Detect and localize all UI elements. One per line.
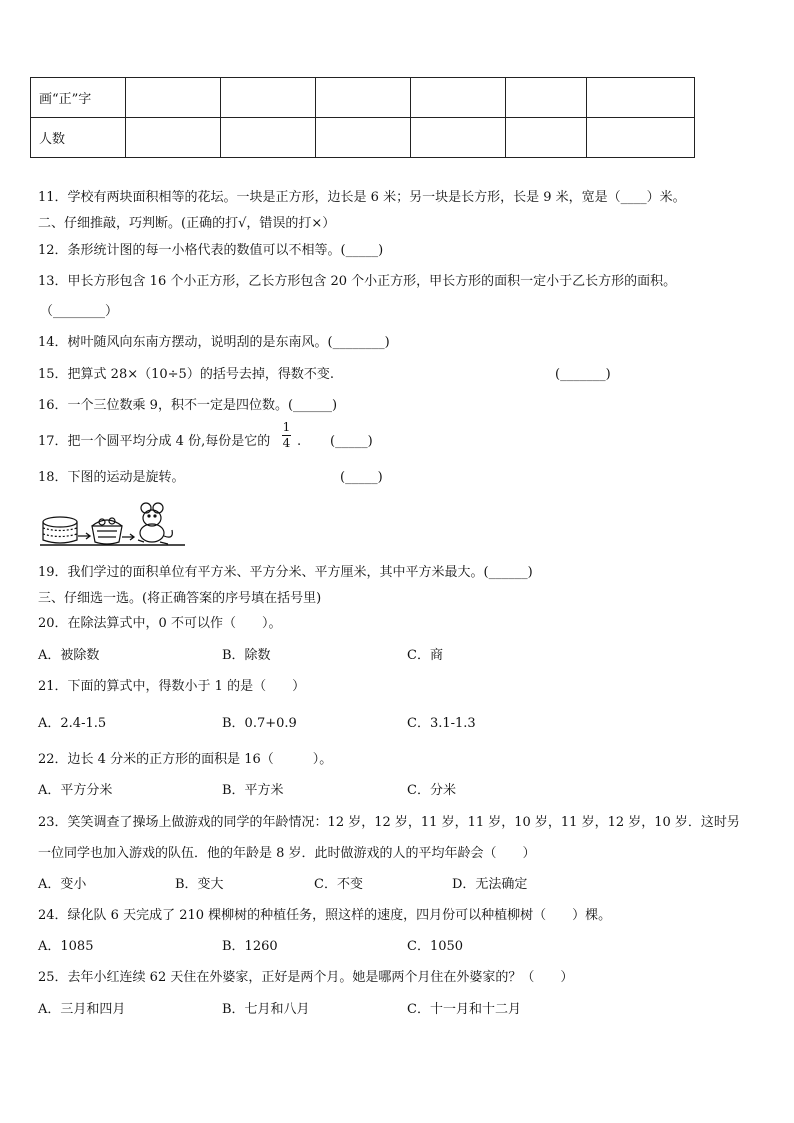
- table-row: [31, 78, 695, 118]
- question-23-line-1: 23．笑笑调查了操场上做游戏的同学的年龄情况：12 岁，12 岁，11 岁，11 岁，10 岁，11 岁，12 岁，10 岁．这时另: [38, 815, 740, 830]
- table-cell: [587, 118, 695, 158]
- question-16: 16．一个三位数乘 9，积不一定是四位数。(______): [38, 398, 338, 413]
- option-a: A．被除数: [38, 648, 100, 663]
- question-15-answer: (_______): [555, 367, 611, 382]
- question-21: 21．下面的算式中，得数小于 1 的是（ ）: [38, 679, 306, 694]
- option-a: A．平方分米: [38, 783, 113, 798]
- question-20: 20．在除法算式中，0 不可以作（ ）。: [38, 616, 282, 631]
- question-19: 19．我们学过的面积单位有平方米、平方分米、平方厘米，其中平方米最大。(______): [38, 565, 533, 580]
- fraction-one-quarter: [282, 421, 291, 450]
- option-b: B．除数: [222, 648, 271, 663]
- table-cell: [221, 78, 316, 118]
- question-22: 22．边长 4 分米的正方形的面积是 16（ ）。: [38, 752, 333, 767]
- arrow-icon: [122, 534, 134, 540]
- option-c: C．十一月和十二月: [407, 1002, 521, 1017]
- question-13-answer: （________）: [40, 304, 119, 319]
- option-b: B．变大: [175, 877, 224, 892]
- fraction-numerator: 1: [282, 420, 291, 434]
- option-b: B．七月和八月: [222, 1002, 310, 1017]
- question-23-line-2: 一位同学也加入游戏的队伍．他的年龄是 8 岁．此时做游戏的人的平均年龄会（ ）: [38, 846, 536, 861]
- basket-icon: [92, 518, 122, 544]
- question-12: 12．条形统计图的每一小格代表的数值可以不相等。(_____): [38, 243, 384, 258]
- question-18-answer: (_____): [340, 470, 383, 485]
- section-2-heading: 二、仔细推敲，巧判断。(正确的打√，错误的打×）: [38, 216, 336, 231]
- tally-table: [30, 77, 695, 158]
- row-label-tally: 画“正”字: [31, 78, 126, 118]
- table-cell: [126, 78, 221, 118]
- table-cell: [411, 118, 506, 158]
- option-c: C．不变: [314, 877, 363, 892]
- question-17: 17．把一个圆平均分成 4 份,每份是它的: [38, 434, 271, 449]
- question-14: 14．树叶随风向东南方摆动，说明刮的是东南风。(________): [38, 335, 390, 350]
- row-label-count: 人数: [31, 118, 126, 158]
- question-15: 15．把算式 28×（10÷5）的括号去掉，得数不变.: [38, 367, 334, 382]
- table-cell: [316, 118, 411, 158]
- option-b: B．0.7+0.9: [222, 716, 297, 731]
- option-d: D．无法确定: [452, 877, 528, 892]
- question-24: 24．绿化队 6 天完成了 210 棵柳树的种植任务，照这样的速度，四月份可以种植柳树（ ）棵。: [38, 908, 612, 923]
- question-18: 18．下图的运动是旋转。: [38, 470, 185, 485]
- question-25: 25．去年小红连续 62 天住在外婆家，正好是两个月。她是哪两个月住在外婆家的？（ ）: [38, 970, 574, 985]
- option-c: C．1050: [407, 939, 464, 954]
- arrow-icon: [78, 533, 90, 539]
- table-cell: [506, 78, 587, 118]
- option-c: C．商: [407, 648, 443, 663]
- option-c: C．分米: [407, 783, 456, 798]
- table-cell: [587, 78, 695, 118]
- option-a: A．2.4-1.5: [38, 716, 107, 731]
- section-3-heading: 三、仔细选一选。(将正确答案的序号填在括号里): [38, 591, 322, 606]
- table-cell: [411, 78, 506, 118]
- table-cell: [506, 118, 587, 158]
- option-a: A．1085: [38, 939, 94, 954]
- mouse-icon: [138, 503, 172, 544]
- table-cell: [316, 78, 411, 118]
- motion-figure: [40, 500, 185, 550]
- option-a: A．三月和四月: [38, 1002, 126, 1017]
- cake-icon: [43, 517, 77, 543]
- question-13-line-1: 13．甲长方形包含 16 个小正方形，乙长方形包含 20 个小正方形，甲长方形的面积一定小于乙长方形的面积。: [38, 274, 677, 289]
- option-c: C．3.1-1.3: [407, 716, 476, 731]
- question-17-answer: (_____): [330, 434, 373, 449]
- option-b: B．1260: [222, 939, 278, 954]
- table-cell: [126, 118, 221, 158]
- option-b: B．平方米: [222, 783, 284, 798]
- question-17-period: .: [297, 434, 302, 449]
- option-a: A．变小: [38, 877, 87, 892]
- table-cell: [221, 118, 316, 158]
- fraction-denominator: 4: [282, 436, 291, 450]
- table-row: [31, 118, 695, 158]
- question-11: 11．学校有两块面积相等的花坛。一块是正方形，边长是 6 米；另一块是长方形，长是 9 米，宽是（____）米。: [38, 190, 686, 205]
